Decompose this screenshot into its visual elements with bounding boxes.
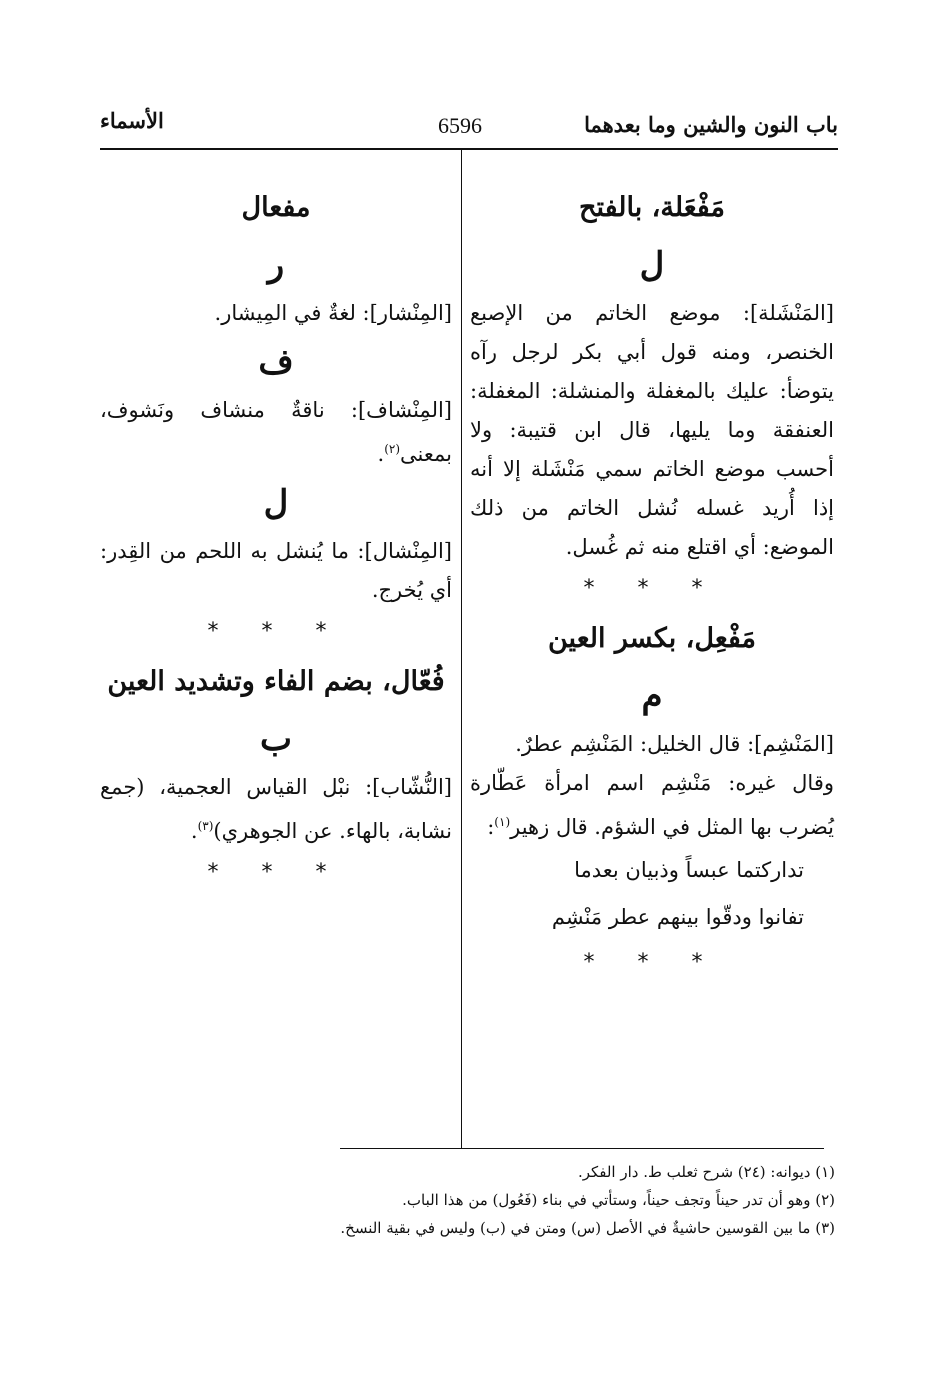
footnote-ref-2: (٢) xyxy=(384,442,401,456)
letter-heading-mim: م xyxy=(641,676,663,716)
letter-heading-lam: ل xyxy=(639,245,665,285)
letter-heading-lam: ل xyxy=(263,483,289,523)
footnote-1: (١) ديوانه: (٢٤) شرح ثعلب ط. دار الفكر. xyxy=(577,1163,835,1181)
header-rule xyxy=(100,148,838,150)
entry-minshaf xyxy=(100,391,452,474)
section-separator: * * * xyxy=(207,619,345,644)
entry-manshala: [المَنْشَلة]: موضع الخاتم من الإصبع الخنصر، ومنه قول أبي بكر لرجل رآه يتوضأ: عليك بالمغفلة والمنشلة: المغفلة: العنفقة وما يليها، قال ابن قتيبة: ولا أحسب موضع الخاتم سمي مَنْشَلة إلا أنه إذا أُريد غسله نُشل الخاتم من ذلك الموضع: أي اقتلع منه ثم غُسل. xyxy=(470,301,834,559)
entry-text: وقال غيره: مَنْشِم اسم امرأة عَطّارة يُضرب بها المثل في الشؤم. قال زهير xyxy=(470,771,834,839)
letter-heading-fa: ف xyxy=(258,342,294,382)
footnote-ref-1: (١) xyxy=(494,815,511,829)
entry-manshim: [المَنْشِم]: قال الخليل: المَنْشِم عطرٌ. xyxy=(515,732,834,756)
letter-heading-ra: ر xyxy=(267,245,285,285)
pattern-heading-mafil: مَفْعِل، بكسر العين xyxy=(548,623,756,654)
page-number: 6596 xyxy=(438,113,482,138)
pattern-heading-fuaal: فُعّال، بضم الفاء وتشديد العين xyxy=(107,666,445,697)
footnote-2: (٢) وهو أن تدر حيناً وتجف حيناً، وستأتي في بناء (فَعُول) من هذا الباب. xyxy=(402,1191,835,1209)
verse-line-1: تداركتما عبساً وذبيان بعدما xyxy=(574,858,804,882)
entry-minshar: [المِنْشار]: لغةٌ في المِيشار. xyxy=(214,301,452,325)
section-separator: * * * xyxy=(583,950,721,975)
right-column xyxy=(470,180,834,985)
entry-manshim-continued xyxy=(470,764,834,847)
section-title: الأسماء xyxy=(100,108,164,133)
entry-text-end: . xyxy=(377,442,385,466)
pattern-heading-mafala: مَفْعَلة، بالفتح xyxy=(579,192,725,223)
left-column xyxy=(100,180,452,895)
entry-text: [النُّشّاب]: نبْل القياس العجمية، (جمع نشابة، بالهاء. عن الجوهري) xyxy=(100,775,452,843)
chapter-title: باب النون والشين وما بعدهما xyxy=(584,112,838,137)
entry-text-end: : xyxy=(487,815,495,839)
entry-text: [المِنْشاف]: ناقةٌ منشاف ونَشوف، بمعنى xyxy=(100,398,452,466)
letter-heading-ba: ب xyxy=(259,719,292,759)
entry-nushshab xyxy=(100,768,452,851)
entry-text-end: . xyxy=(190,819,198,843)
footnote-ref-3: (٣) xyxy=(197,819,214,833)
footnote-3: (٣) ما بين القوسين حاشيةٌ في الأصل (س) ومتن في (ب) وليس في بقية النسخ. xyxy=(340,1219,835,1237)
verse-line-2: تفانوا ودقّوا بينهم عطر مَنْشِم xyxy=(551,905,804,929)
pattern-heading-mifal: مفعال xyxy=(241,192,311,223)
footnotes xyxy=(275,1158,835,1242)
column-divider xyxy=(461,150,462,1148)
section-separator: * * * xyxy=(583,576,721,601)
entry-minshal: [المِنْشال]: ما يُنشل به اللحم من القِدر: أي يُخرج. xyxy=(100,539,452,602)
section-separator: * * * xyxy=(207,860,345,885)
footnote-rule xyxy=(340,1148,824,1149)
